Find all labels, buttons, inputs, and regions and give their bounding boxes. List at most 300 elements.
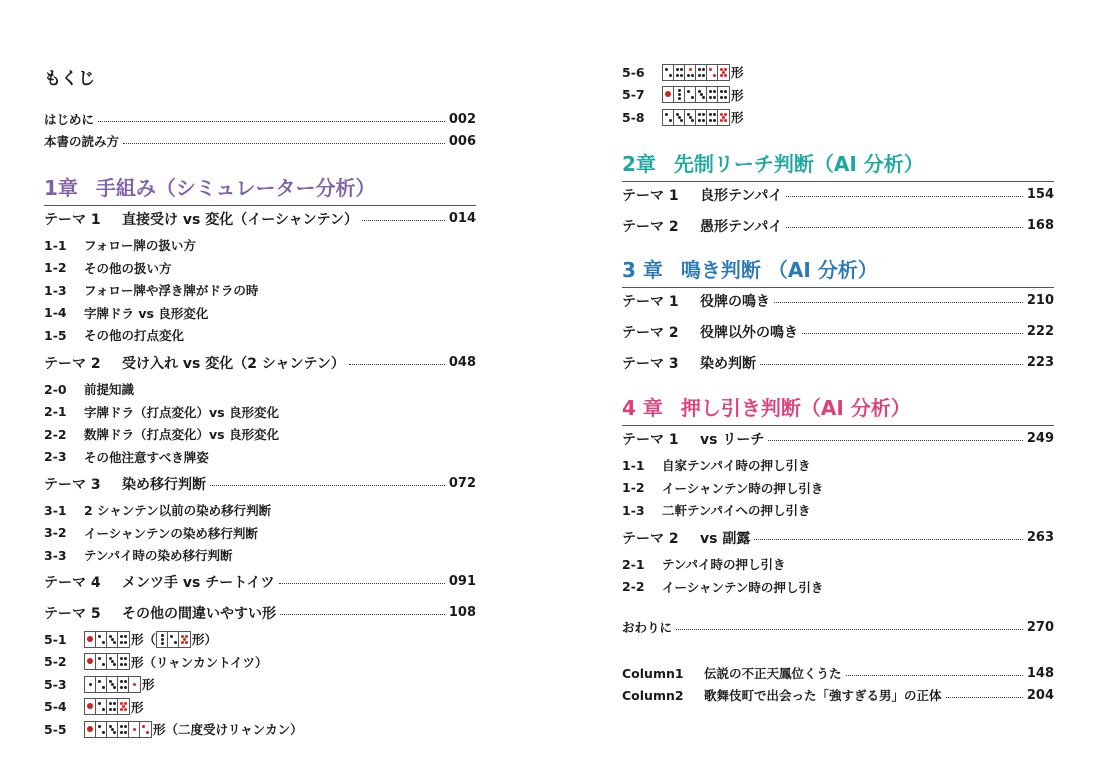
intro-list [44,108,476,152]
pip-icon [102,686,105,689]
section-number: 2-0 [44,381,67,397]
tile-icon [118,699,129,714]
page-number: 270 [1026,619,1054,635]
section-number: 1-2 [44,260,67,276]
subsection[interactable] [44,628,476,651]
tile-icon [129,677,140,692]
entry-text: 受け入れ vs 変化（2 シャンテン） [122,355,345,372]
entry-text: 先制リーチ判断（AI 分析） [673,152,924,176]
toc-entry-theme[interactable] [622,522,1054,553]
section-number: 2-1 [622,556,645,572]
subsection[interactable] [44,401,476,424]
entry-text: テーマ 3 [622,355,679,372]
pip-icon [98,657,101,660]
pip-icon [702,96,705,99]
pip-icon [676,68,679,71]
page-number: 002 [448,111,476,127]
entry-text: 役牌の鳴き [700,293,770,310]
tile-icon [96,699,107,714]
entry-text: 字牌ドラ（打点変化）vs 良形変化 [84,404,279,420]
entry-text: 形 [131,699,144,715]
tile-icon [179,632,190,647]
page-number: 072 [448,476,476,491]
entry-text: テーマ 1 [622,187,679,204]
subsection[interactable] [44,446,476,469]
tile-icon [107,632,118,647]
pip-icon [713,96,716,99]
ch1-theme-2 [44,347,476,468]
mahjong-tiles-icon [662,109,730,126]
entry-text: その他の間違いやすい形 [122,605,276,622]
page-number: 222 [1026,324,1054,339]
leader-dots [768,440,1023,441]
pip-icon [709,113,712,116]
section-number: 3-3 [44,547,67,563]
pip-icon [120,635,123,638]
entry-text: テーマ 2 [622,530,679,547]
entry-text: 4 章 [622,396,663,420]
toc-entry-theme[interactable] [622,423,1054,454]
entry-text: 数牌ドラ（打点変化）vs 良形変化 [84,427,279,443]
pip-icon [678,93,681,96]
pip-icon [98,702,101,705]
ch2-themes [622,179,1054,241]
ch1-theme-1 [44,203,476,347]
pip-icon [709,90,712,93]
section-number: 1-3 [622,502,645,518]
pip-icon [181,641,184,644]
entry-text: その他の扱い方 [84,260,172,276]
ch3-themes [622,285,1054,378]
section-number: 5-2 [44,654,67,670]
subsection[interactable] [622,499,1054,522]
section-number: 5-6 [622,64,645,80]
entry-text: 歌舞伎町で出会った「強すぎる男」の正体 [704,688,942,703]
entry-text: 染め判断 [700,355,756,372]
entry-text: 押し引き判断（AI 分析） [680,396,911,420]
toc-entry-column[interactable] [622,662,1054,684]
entry-text: テンパイ時の染め移行判断 [84,548,233,564]
pip-icon [124,641,127,644]
subsection[interactable] [44,234,476,257]
page-number: 168 [1026,218,1054,233]
pip-icon [698,74,701,77]
pip-icon [680,119,683,122]
subsection[interactable] [44,324,476,347]
tile-icon [107,722,118,737]
section-number: 5-3 [44,676,67,692]
ch4-theme-1 [622,423,1054,522]
tile-icon [157,632,168,647]
pip-icon [102,641,105,644]
pip-icon [713,113,716,116]
ch1-theme-5 [44,597,476,741]
leader-dots [676,629,1023,630]
pip-icon [113,663,116,666]
subsection[interactable] [44,544,476,567]
pip-icon [720,96,723,99]
toc-entry-theme[interactable] [622,347,1054,378]
pip-icon [120,686,123,689]
pip-icon [702,113,705,116]
section-number: 1-3 [44,282,67,298]
mahjong-tiles-icon [84,631,130,648]
pip-icon [113,731,116,734]
section-number: 5-4 [44,699,67,715]
toc-title: もくじ [44,69,95,89]
pip-icon [680,68,683,71]
entry-text: テーマ 4 [44,574,101,591]
leader-dots [362,220,445,221]
entry-text: 鳴き判断 （AI 分析） [680,258,878,282]
entry-text: テンパイ時の押し引き [662,557,786,573]
subsection[interactable] [44,257,476,280]
entry-text: 1章 [44,176,78,200]
section-number: 1-5 [44,327,67,343]
subsection[interactable] [622,454,1054,477]
subsection[interactable] [622,106,1054,129]
tile-icon [707,87,718,102]
section-number: 1-4 [44,305,67,321]
section-number: 1-1 [44,237,67,253]
entry-text: 前提知識 [84,382,135,398]
pip-icon [120,657,123,660]
entry-text: イーシャンテン時の押し引き [662,579,824,595]
pip-icon [680,74,683,77]
entry-text: 字牌ドラ vs 良形変化 [84,305,209,321]
entry-text: イーシャンテンの染め移行判断 [84,525,258,541]
pip-icon [689,68,692,71]
tile-icon [707,110,718,125]
entry-text: 直接受け vs 変化（イーシャンテン） [122,211,358,228]
leader-dots [774,302,1023,303]
entry-text: 2 シャンテン以前の染め移行判断 [84,503,272,519]
entry-text: 愚形テンパイ [700,218,783,235]
leader-dots [786,227,1023,228]
tile-icon [85,632,96,647]
toc-entry-theme[interactable] [44,597,476,628]
mahjong-tiles-icon [156,631,191,648]
pip-icon [720,90,723,93]
page-number: 204 [1026,687,1054,703]
tile-icon [118,677,129,692]
subsection[interactable] [622,61,1054,84]
tile-icon [685,65,696,80]
outro [622,616,1054,638]
entry-text: 形（ [131,632,157,648]
pip-icon [724,113,727,116]
tile-icon [118,654,129,669]
pip-icon [120,641,123,644]
pip-icon [120,680,123,683]
page-number: 210 [1026,293,1054,308]
pip-icon [665,113,668,116]
pip-icon [185,635,188,638]
pip-icon [669,74,672,77]
entry-text: フォロー牌の扱い方 [84,238,196,254]
pip-icon [724,119,727,122]
pip-icon [687,90,690,93]
toc-entry-theme[interactable] [622,316,1054,347]
entry-text: おわりに [622,620,673,635]
tile-icon [107,677,118,692]
entry-text: Column1 [622,666,684,681]
pip-icon [702,119,705,122]
tile-icon [168,632,179,647]
pip-icon [698,119,701,122]
section-number: 2-2 [622,579,645,595]
pip-icon [669,119,672,122]
page-number: 048 [448,355,476,370]
mahjong-tiles-icon [662,64,730,81]
pip-icon [665,68,668,71]
entry-text: イーシャンテン時の押し引き [662,480,824,496]
entry-text: テーマ 1 [622,431,679,448]
section-number: 1-1 [622,457,645,473]
pip-icon [702,68,705,71]
subsection[interactable] [622,477,1054,500]
tile-icon [696,87,707,102]
pip-icon [98,680,101,683]
section-number: 2-1 [44,404,67,420]
subsection[interactable] [44,423,476,446]
pip-icon [720,74,723,77]
tile-icon [85,699,96,714]
entry-text: Column2 [622,688,684,703]
pip-icon [124,686,127,689]
section-number: 1-2 [622,480,645,496]
pip-icon [702,74,705,77]
entry-text: vs 副露 [700,530,751,547]
mahjong-tiles-icon [662,86,730,103]
pip-icon [709,119,712,122]
tile-icon [140,722,151,737]
tile-icon [96,632,107,647]
pip-icon [124,725,127,728]
pip-icon [691,96,694,99]
page-number: 154 [1026,187,1054,202]
toc-entry-theme[interactable] [622,285,1054,316]
pip-icon [174,641,177,644]
toc-entry-intro[interactable] [44,108,476,130]
toc-entry-theme[interactable] [44,203,476,234]
pip-icon [170,635,173,638]
pip-icon [724,74,727,77]
toc-entry-theme[interactable] [622,210,1054,241]
page-number: 249 [1026,431,1054,446]
entry-text: 2章 [622,152,656,176]
subsection[interactable] [44,673,476,696]
tile-icon [685,110,696,125]
tile-icon [96,722,107,737]
pip-icon [120,725,123,728]
tile-icon [685,87,696,102]
pip-icon [691,74,694,77]
toc-entry-theme[interactable] [44,347,476,378]
subsection[interactable] [44,499,476,522]
entry-text: 形 [731,110,744,126]
subsection[interactable] [622,553,1054,576]
pip-icon [724,68,727,71]
entry-text: vs リーチ [700,431,765,448]
section-number: 5-5 [44,721,67,737]
tile-icon [718,65,729,80]
toc-entry-column[interactable] [622,684,1054,706]
ch4-theme-2 [622,522,1054,598]
section-number: 3-1 [44,502,67,518]
columns-list [622,662,1054,706]
pip-icon [89,683,92,686]
tile-icon [663,110,674,125]
pip-icon [709,96,712,99]
pip-icon [102,708,105,711]
chapter-1-heading [44,172,476,206]
page-number: 014 [448,211,476,226]
pip-icon [185,641,188,644]
pip-icon [698,68,701,71]
entry-text: 形（二度受けリャンカン） [153,722,303,738]
leader-dots [280,614,445,615]
entry-text: 形（リャンカントイツ） [131,654,268,670]
section-number: 5-1 [44,631,67,647]
page-number: 223 [1026,355,1054,370]
tile-icon [96,677,107,692]
pip-icon [113,702,116,705]
entry-text: フォロー牌や浮き牌がドラの時 [84,283,259,299]
subsection[interactable] [44,378,476,401]
page-number: 091 [448,574,476,589]
pip-icon [713,90,716,93]
pip-icon [161,634,164,637]
leader-dots [279,583,445,584]
pip-icon [691,119,694,122]
entry-text: テーマ 2 [622,218,679,235]
leader-dots [349,364,445,365]
section-number: 5-8 [622,109,645,125]
tile-icon [696,65,707,80]
tile-icon [674,87,685,102]
pip-icon [709,68,712,71]
pip-icon [98,635,101,638]
subsection[interactable] [44,651,476,674]
page-number: 148 [1026,665,1054,681]
leader-dots [123,143,445,144]
tile-icon [107,699,118,714]
tile-icon [96,654,107,669]
pip-icon [124,635,127,638]
entry-text: 形 [142,677,155,693]
tile-icon [107,654,118,669]
toc-entry-outro[interactable] [622,616,1054,638]
leader-dots [786,196,1023,197]
section-number: 2-3 [44,449,67,465]
entry-text: 二軒テンパイへの押し引き [662,503,811,519]
tile-icon [85,722,96,737]
ch1-theme-3 [44,468,476,567]
mahjong-tiles-icon [84,653,130,670]
leader-dots [802,333,1023,334]
pip-icon [146,731,149,734]
pip-icon [113,686,116,689]
pip-icon [713,74,716,77]
entry-text: 手組み（シミュレーター分析） [95,176,376,200]
pip-icon [109,708,112,711]
entry-text: 形 [731,87,744,103]
entry-text: はじめに [44,112,95,127]
pip-icon [120,731,123,734]
entry-text: 3 章 [622,258,663,282]
leader-dots [846,675,1023,676]
toc-entry-howto[interactable] [44,130,476,152]
tile-icon [663,87,674,102]
pip-icon [102,663,105,666]
tile-icon [674,110,685,125]
pip-icon [676,74,679,77]
tile-icon [118,632,129,647]
subsection[interactable] [44,718,476,741]
page-number: 263 [1026,530,1054,545]
pip-icon [124,731,127,734]
tile-icon [85,654,96,669]
pip-icon [120,663,123,666]
entry-text: 形 [731,65,744,81]
pip-icon [161,638,164,641]
tile-icon [663,65,674,80]
entry-text: 形） [192,632,218,648]
pip-icon [678,97,681,100]
entry-text: その他の打点変化 [84,328,185,344]
chapter-3-heading [622,254,1054,288]
tile-icon [118,722,129,737]
section-number: 2-2 [44,426,67,442]
leader-dots [760,364,1023,365]
tile-icon [718,87,729,102]
mahjong-tiles-icon [84,721,152,738]
entry-text: 自家テンパイ時の押し引き [662,458,811,474]
entry-text: メンツ手 vs チートイツ [122,574,275,591]
entry-text: 伝説の不正天鳳位くうた [704,666,842,681]
pip-icon [113,641,116,644]
subsection[interactable] [622,576,1054,599]
subsection[interactable] [44,302,476,325]
toc-entry-theme[interactable] [44,566,476,597]
subsection[interactable] [44,279,476,302]
entry-text: テーマ 2 [44,355,101,372]
pip-icon [124,708,127,711]
pip-icon [161,642,164,645]
pip-icon [687,74,690,77]
toc-entry-theme[interactable] [622,179,1054,210]
pip-icon [724,96,727,99]
pip-icon [133,683,136,686]
tile-icon [85,677,96,692]
ch1-theme-4 [44,566,476,597]
pip-icon [124,657,127,660]
theme-5-continued [622,61,1054,129]
entry-text: 役牌以外の鳴き [700,324,798,341]
subsection[interactable] [44,522,476,545]
pip-icon [720,119,723,122]
leader-dots [210,485,445,486]
tile-icon [696,110,707,125]
tile-icon [674,65,685,80]
page-number: 006 [448,133,476,149]
toc-entry-theme[interactable] [44,468,476,499]
entry-text: テーマ 1 [44,211,101,228]
subsection[interactable] [622,84,1054,107]
subsection[interactable] [44,696,476,719]
section-number: 3-2 [44,525,67,541]
